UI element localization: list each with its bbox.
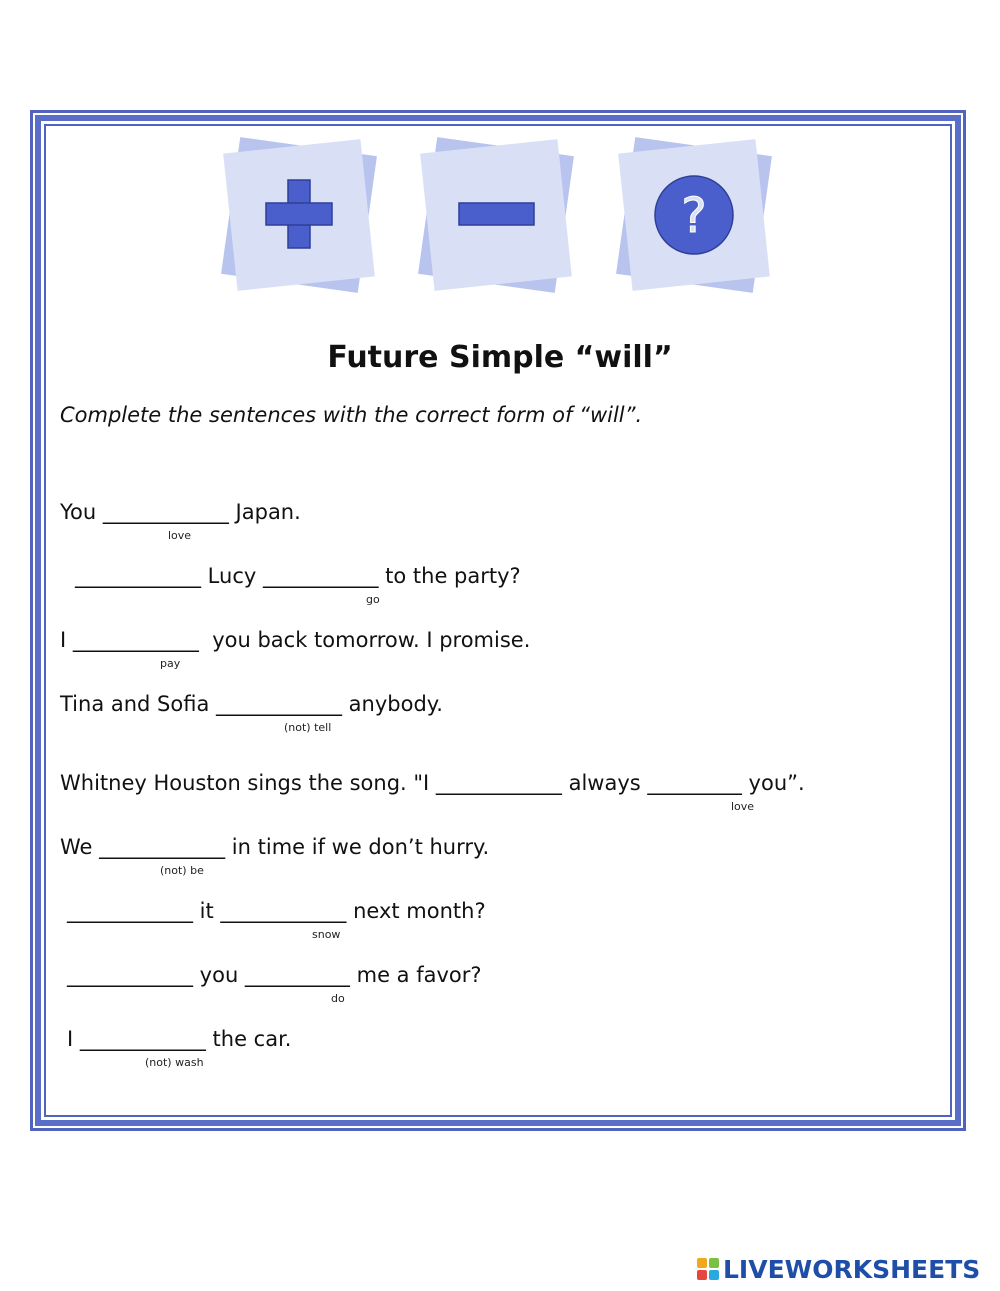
hint-6: (not) be (160, 864, 204, 877)
instructions: Complete the sentences with the correct form of “will”. (60, 403, 643, 427)
hint-1: love (168, 529, 192, 542)
liveworksheets-logo (697, 1253, 980, 1285)
sentence-5: Whitney Houston sings the song. "I ____________ always _________ you”. (60, 771, 805, 795)
plus-icon (230, 146, 368, 284)
minus-card (427, 146, 565, 284)
logo-text: LIVEWORKSHEETS (723, 1254, 981, 1284)
sentence-9: I ____________ the car. (67, 1027, 292, 1051)
sentence-1: You ____________ Japan. (60, 500, 301, 524)
hint-4: (not) tell (284, 721, 332, 734)
hint-7: snow (312, 928, 341, 941)
sentence-7: ____________ it ____________ next month? (67, 899, 486, 923)
sentence-2: ____________ Lucy ___________ to the party? (75, 564, 521, 588)
sentence-6: We ____________ in time if we don’t hurry. (60, 835, 490, 859)
minus-icon (427, 146, 565, 284)
hint-9: (not) wash (145, 1056, 204, 1069)
hint-8: do (331, 992, 345, 1005)
sentence-4: Tina and Sofia ____________ anybody. (60, 692, 443, 716)
hint-2: go (366, 593, 380, 606)
question-icon (625, 146, 763, 284)
logo-blocks-icon (697, 1258, 719, 1280)
hint-3: pay (160, 657, 181, 670)
svg-text:?: ? (681, 188, 707, 244)
plus-card (230, 146, 368, 284)
hint-5: love (731, 800, 755, 813)
sentence-8: ____________ you __________ me a favor? (67, 963, 482, 987)
sentence-3: I ____________ you back tomorrow. I promise. (60, 628, 531, 652)
question-card (625, 146, 763, 284)
page-title: Future Simple “will” (327, 340, 673, 375)
